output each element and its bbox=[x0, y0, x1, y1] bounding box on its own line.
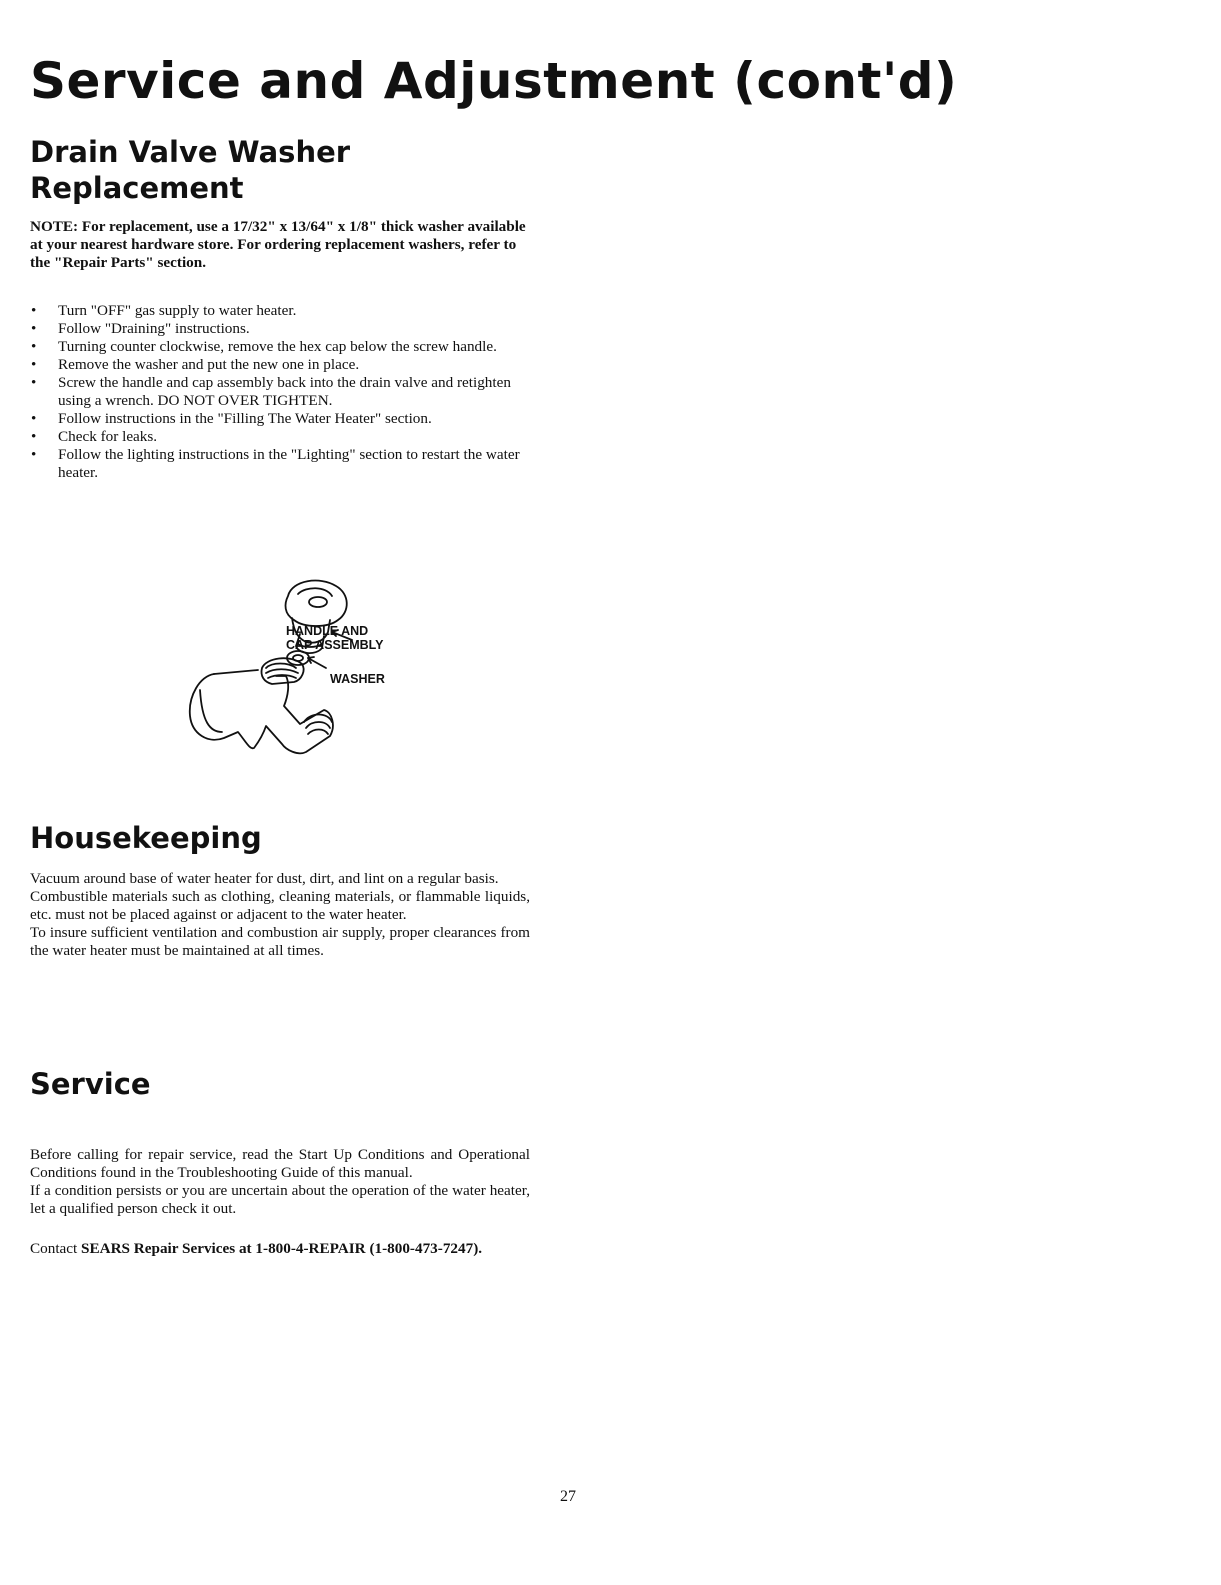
housekeeping-body bbox=[30, 870, 530, 960]
step-item: • Check for leaks. bbox=[30, 428, 530, 446]
step-item: • Screw the handle and cap assembly back into the drain valve and retighten using a wrench. DO NOT OVER TIGHTEN. bbox=[30, 374, 530, 410]
housekeeping-title: Housekeeping bbox=[30, 821, 262, 855]
service-paragraph: Before calling for repair service, read the Start Up Conditions and Operational Conditions found in the Troubleshooting Guide of this manual. bbox=[30, 1146, 530, 1181]
service-body bbox=[30, 1146, 530, 1218]
valve-body bbox=[190, 674, 333, 753]
drain-valve-figure bbox=[180, 572, 520, 782]
handle-and-cap-label bbox=[286, 624, 383, 652]
drain-valve-title bbox=[30, 134, 350, 206]
page-title: Service and Adjustment (cont'd) bbox=[30, 52, 958, 110]
contact-line bbox=[30, 1240, 530, 1258]
service-paragraph: If a condition persists or you are uncertain about the operation of the water heater, let a qualified person check it out. bbox=[30, 1182, 530, 1217]
replacement-note: NOTE: For replacement, use a 17/32" x 13/64" x 1/8" thick washer available at your nearest hardware store. For ordering replacement washers, refer to the "Repair Parts" section. bbox=[30, 218, 526, 271]
step-item: • Follow instructions in the "Filling The Water Heater" section. bbox=[30, 410, 530, 428]
service-title: Service bbox=[30, 1067, 151, 1101]
housekeeping-paragraph: Vacuum around base of water heater for dust, dirt, and lint on a regular basis. bbox=[30, 870, 499, 887]
page-number: 27 bbox=[560, 1488, 576, 1505]
step-item: • Remove the washer and put the new one in place. bbox=[30, 356, 530, 374]
handle-label-line1: HANDLE AND bbox=[286, 624, 369, 638]
handle-label-line2: CAP ASSEMBLY bbox=[286, 638, 384, 652]
washer-label: WASHER bbox=[330, 672, 385, 686]
drain-valve-title-line1: Drain Valve Washer bbox=[30, 135, 351, 169]
housekeeping-paragraph: To insure sufficient ventilation and combustion air supply, proper clearances from the water heater must be maintained at all times. bbox=[30, 924, 530, 959]
step-item: • Follow "Draining" instructions. bbox=[30, 320, 530, 338]
step-item: • Follow the lighting instructions in the "Lighting" section to restart the water heater. bbox=[30, 446, 530, 482]
contact-prefix: Contact bbox=[30, 1240, 82, 1257]
contact-phone: SEARS Repair Services at 1-800-4-REPAIR (1-800-473-7247). bbox=[81, 1240, 483, 1257]
drain-valve-title-line2: Replacement bbox=[30, 171, 244, 205]
drain-valve-steps bbox=[30, 302, 530, 482]
step-item: • Turning counter clockwise, remove the hex cap below the screw handle. bbox=[30, 338, 530, 356]
step-item: • Turn "OFF" gas supply to water heater. bbox=[30, 302, 530, 320]
housekeeping-paragraph: Combustible materials such as clothing, cleaning materials, or flammable liquids, etc. must not be placed against or adjacent to the water heater. bbox=[30, 888, 530, 923]
